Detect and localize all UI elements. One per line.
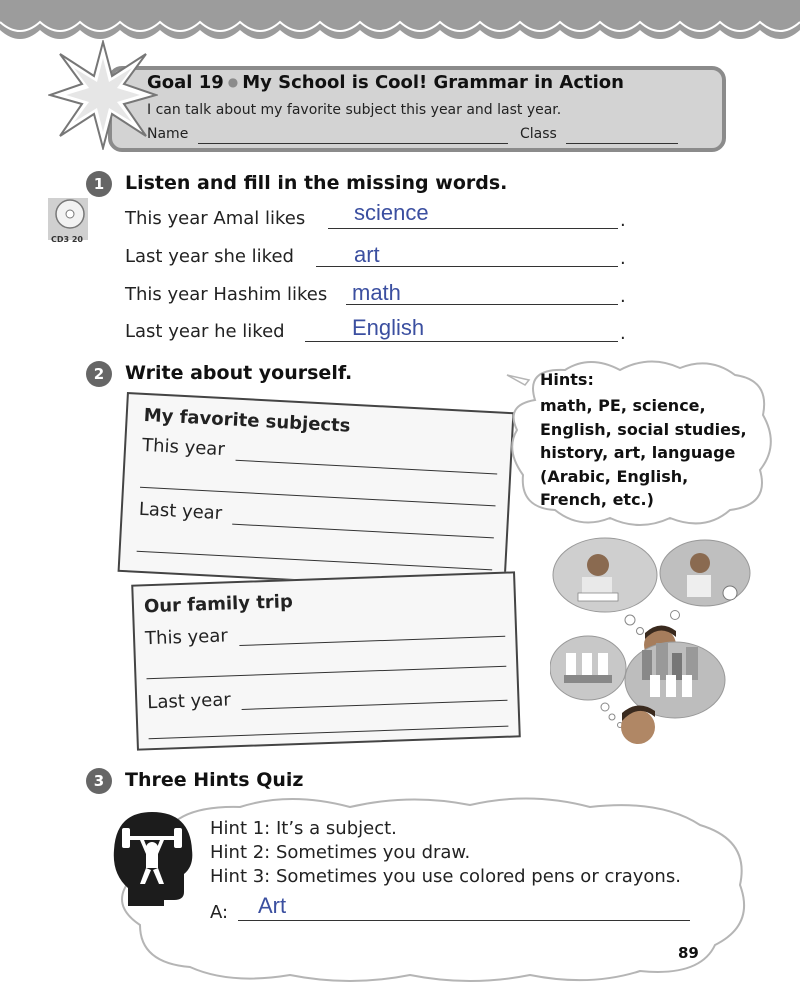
name-field[interactable] [198,143,508,144]
item-1-answer-line[interactable] [328,228,618,229]
lesson-title: My School is Cool! Grammar in Action [242,72,624,93]
section-1-title: Listen and fill in the missing words. [125,172,508,194]
card-2-last-year-label: Last year [146,689,232,714]
bullet-icon: ● [227,75,239,89]
starburst-icon [48,40,158,150]
card-1-this-year-line[interactable] [236,460,498,475]
item-2-prompt: Last year she liked [125,246,294,267]
quiz-hint-3: Hint 3: Sometimes you use colored pens or crayons. [210,866,681,887]
cd-track-label: CD3 20 [51,235,83,244]
item-4-prompt: Last year he liked [125,321,285,342]
quiz-hint-2: Hint 2: Sometimes you draw. [210,842,471,863]
section-1-number: 1 [86,171,112,197]
card-2-last-year-line-2[interactable] [149,726,509,740]
card-2-last-year-line[interactable] [242,700,508,710]
card-1-last-year-line-2[interactable] [137,551,493,571]
goal-subtitle: I can talk about my favorite subject this year and last year. [147,102,562,118]
quiz-answer-label: A: [210,902,229,923]
card-1-last-year-line[interactable] [232,524,494,539]
section-2-number: 2 [86,361,112,387]
class-field[interactable] [566,143,678,144]
thinking-boy-illustration [550,535,760,750]
item-4-period: . [620,323,626,344]
hints-title: Hints: [540,370,594,389]
family-trip-card [131,571,521,750]
card-1-title: My favorite subjects [143,404,351,437]
goal-title [147,72,624,93]
item-3-answer: math [352,280,401,305]
card-1-this-year-label: This year [141,434,226,461]
section-3-number: 3 [86,768,112,794]
card-2-title: Our family trip [143,591,294,618]
section-2-title: Write about yourself. [125,362,353,384]
item-1-prompt: This year Amal likes [125,208,306,229]
goal-number: Goal 19 [147,72,224,93]
quiz-answer-line[interactable] [238,920,690,921]
class-label: Class [520,126,557,142]
weightlifter-head-icon [110,808,195,908]
name-label: Name [147,126,189,142]
quiz-answer: Art [258,893,287,918]
card-2-this-year-line[interactable] [239,636,505,646]
item-1-period: . [620,210,626,231]
item-4-answer: English [352,315,425,340]
section-3-title: Three Hints Quiz [125,769,304,791]
quiz-cloud-shape [100,795,750,985]
page-number: 89 [678,944,699,962]
item-3-period: . [620,286,626,307]
item-3-prompt: This year Hashim likes [125,284,328,305]
favorite-subjects-card [118,392,515,592]
card-2-this-year-label: This year [144,625,229,650]
item-2-period: . [620,248,626,269]
hints-text: math, PE, science, English, social studies, history, art, language (Arabic, English, French, etc.) [540,396,747,509]
item-2-answer: art [354,242,380,267]
card-1-last-year-label: Last year [138,498,223,525]
card-2-this-year-line-2[interactable] [146,666,506,680]
item-4-answer-line[interactable] [305,341,618,342]
item-1-answer: science [354,200,429,225]
quiz-hint-1: Hint 1: It’s a subject. [210,818,397,839]
